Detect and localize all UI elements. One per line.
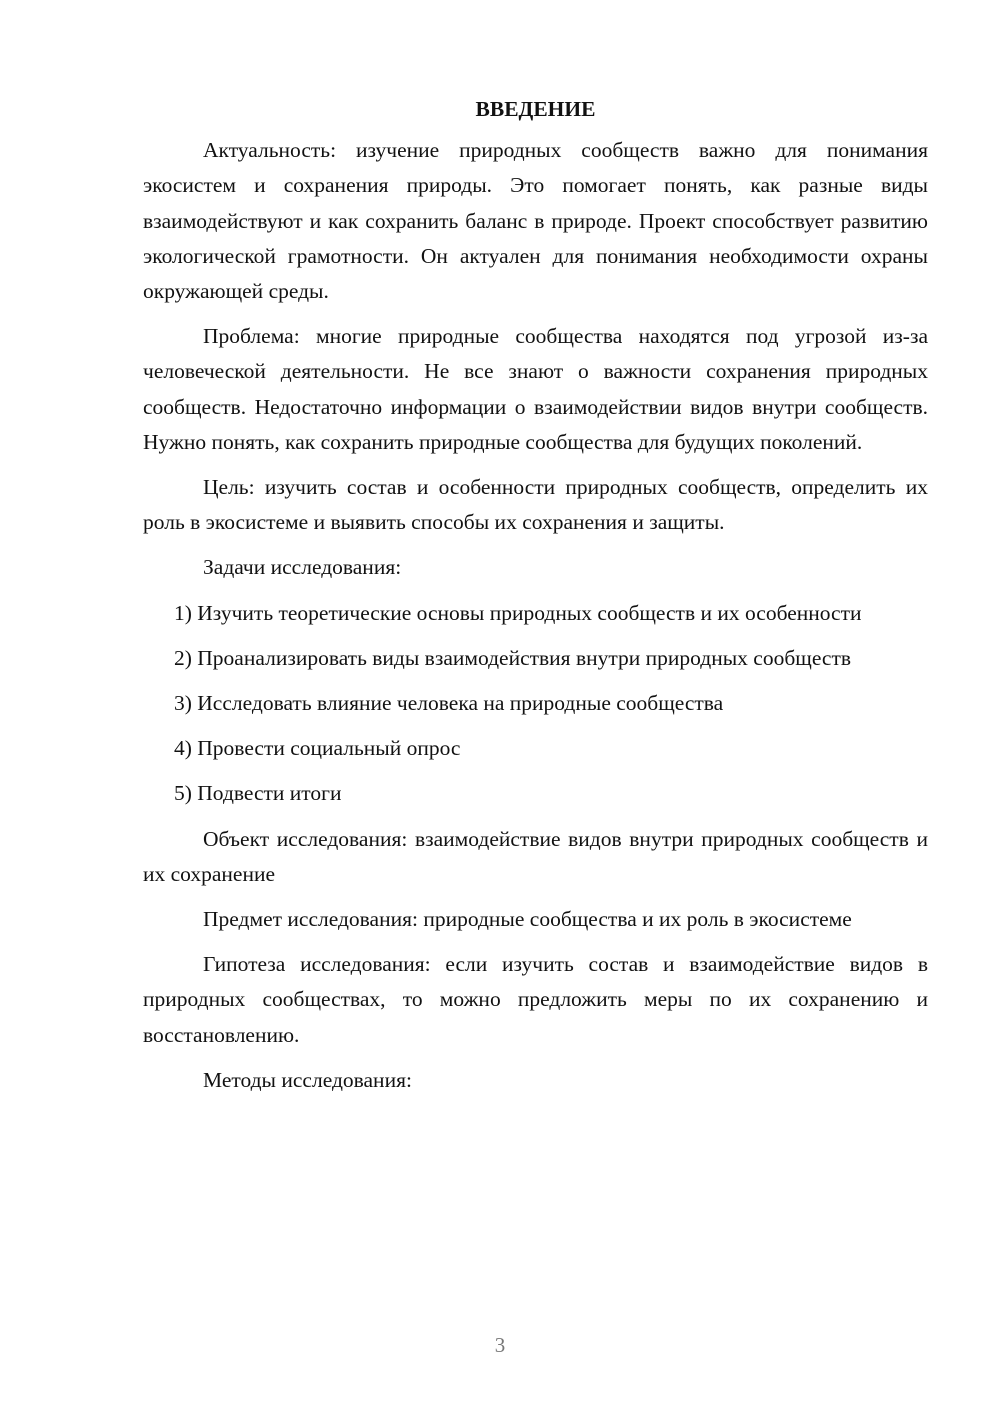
document-page [143, 92, 928, 1108]
task-item-2: 2) Проанализировать виды взаимодействия внутри природных сообществ [174, 645, 852, 670]
task-item-1: 1) Изучить теоретические основы природных сообществ и их особенности [174, 600, 862, 625]
relevance-paragraph: Актуальность: изучение природных сообществ важно для понимания экосистем и сохранения природы. Это помогает понять, как разные виды взаимодействуют и как сохранить баланс в природе. Проект способствует развитию экологической грамотности. Он актуален для понимания необходимости охраны окружающей среды. [143, 138, 928, 304]
task-item-5: 5) Подвести итоги [174, 781, 342, 806]
task-item-4: 4) Провести социальный опрос [174, 736, 461, 761]
page-title: ВВЕДЕНИЕ [475, 97, 596, 121]
methods-heading: Методы исследования: [203, 1067, 412, 1092]
page-number: 3 [494, 1333, 506, 1357]
task-item-3: 3) Исследовать влияние человека на природные сообщества [174, 691, 724, 716]
problem-paragraph: Проблема: многие природные сообщества находятся под угрозой из-за человеческой деятельности. Не все знают о важности сохранения природных сообществ. Недостаточно информации о взаимодействии видов внутри сообществ. Нужно понять, как сохранить природные сообщества для будущих поколений. [143, 324, 928, 454]
object-paragraph: Объект исследования: взаимодействие видов внутри природных сообществ и их сохранение [143, 826, 928, 886]
subject-paragraph: Предмет исследования: природные сообщества и их роль в экосистеме [203, 907, 852, 932]
hypothesis-paragraph: Гипотеза исследования: если изучить состав и взаимодействие видов в природных сообществах, то можно предложить меры по их сохранению и восстановлению. [143, 952, 928, 1047]
tasks-heading: Задачи исследования: [203, 555, 402, 580]
goal-paragraph: Цель: изучить состав и особенности природных сообществ, определить их роль в экосистеме и выявить способы их сохранения и защиты. [143, 475, 928, 535]
